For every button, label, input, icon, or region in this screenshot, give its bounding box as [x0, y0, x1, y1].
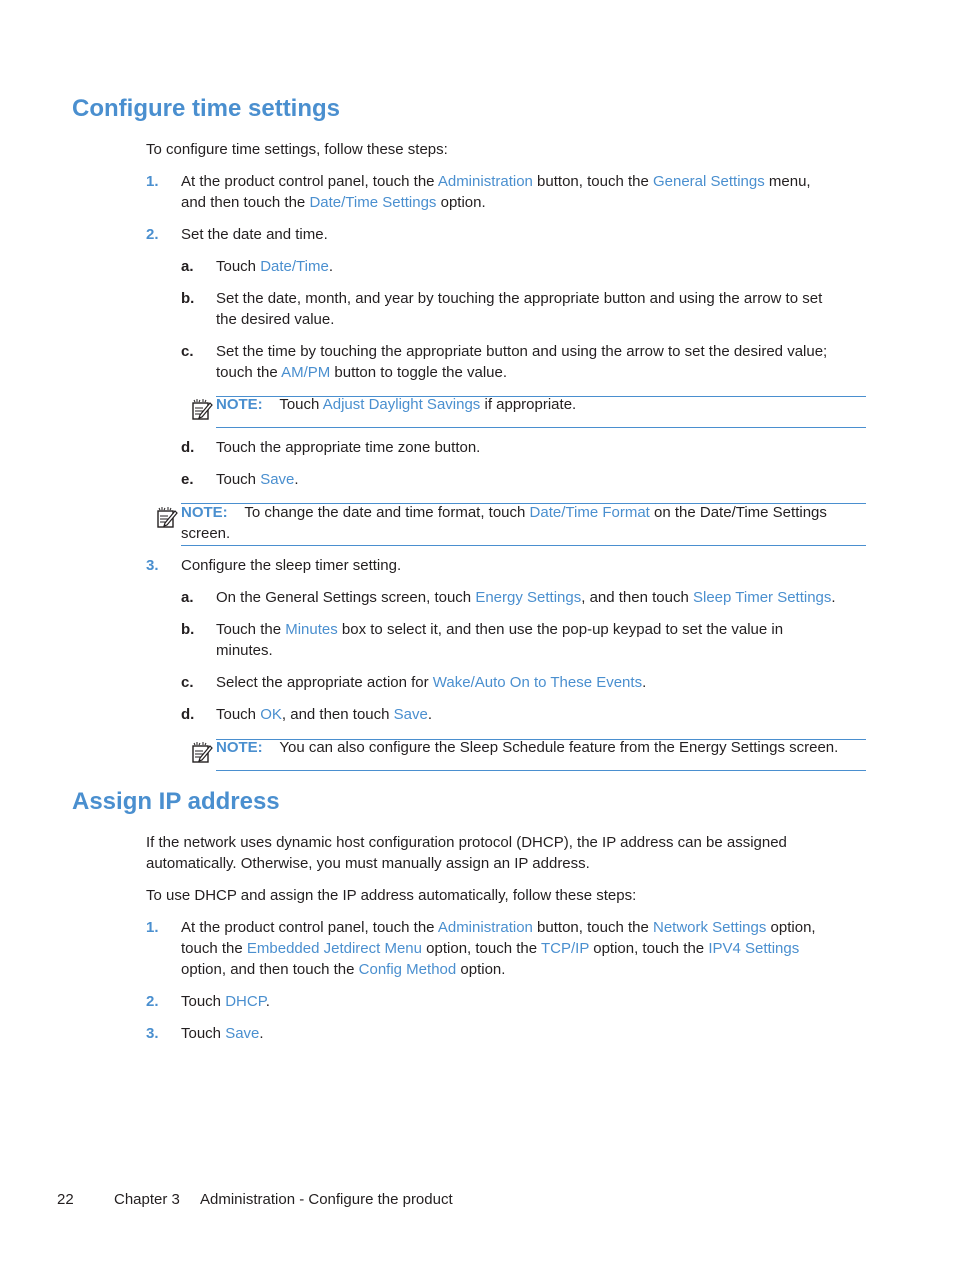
- ui-term: Config Method: [358, 961, 457, 978]
- substep-letter: c.: [181, 674, 194, 691]
- note-label: NOTE:: [216, 396, 263, 413]
- note-icon: [191, 398, 213, 420]
- substep-letter: d.: [181, 439, 195, 456]
- substep-text: Touch Date/Time.: [216, 258, 334, 275]
- ui-term: General Settings: [652, 173, 765, 190]
- substep-text: On the General Settings screen, touch Energy Settings, and then touch Sleep Timer Settings.: [216, 589, 836, 606]
- ui-term: DHCP: [225, 993, 266, 1010]
- ui-term: Minutes: [285, 621, 338, 638]
- step-text: Touch DHCP.: [181, 993, 270, 1010]
- paragraph: To use DHCP and assign the IP address automatically, follow these steps:: [146, 887, 637, 904]
- ui-term: Embedded Jetdirect Menu: [246, 940, 422, 957]
- substep-letter: c.: [181, 343, 194, 360]
- step-text: Set the date and time.: [181, 226, 328, 243]
- note-icon: [191, 741, 213, 763]
- section-title-configure-time: Configure time settings: [72, 95, 341, 122]
- intro-text: To configure time settings, follow these steps:: [146, 141, 448, 158]
- page-number: 22: [57, 1191, 74, 1208]
- ui-term: Date/Time: [260, 258, 329, 275]
- substep-text: Set the time by touching the appropriate button and using the arrow to set the desired value; touch the AM/PM button to toggle the value.: [216, 343, 828, 381]
- ui-term: AM/PM: [281, 364, 331, 381]
- substep-letter: a.: [181, 258, 194, 275]
- step-text: At the product control panel, touch the Administration button, touch the General Settings menu, and then touch the Date/Time Settings option.: [181, 173, 811, 211]
- step-number: 2.: [146, 993, 159, 1010]
- step-number: 2.: [146, 226, 159, 243]
- note-text: NOTE: You can also configure the Sleep Schedule feature from the Energy Settings screen.: [216, 739, 839, 756]
- note-text: NOTE: Touch Adjust Daylight Savings if appropriate.: [216, 396, 577, 413]
- ui-term: Administration: [437, 173, 533, 190]
- paragraph: If the network uses dynamic host configuration protocol (DHCP), the IP address can be assigned automatically. Otherwise, you must manually assign an IP address.: [146, 834, 787, 872]
- ui-term: Date/Time Format: [529, 504, 650, 521]
- substep-text: Set the date, month, and year by touching the appropriate button and using the arrow to set the desired value.: [216, 290, 823, 328]
- step-number: 1.: [146, 173, 159, 190]
- ui-term: Date/Time Settings: [309, 194, 437, 211]
- substep-text: Touch Save.: [216, 471, 299, 488]
- ui-term: Network Settings: [652, 919, 767, 936]
- note-text: NOTE: To change the date and time format, touch Date/Time Format on the Date/Time Settings screen.: [181, 504, 827, 542]
- note-icon: [156, 506, 178, 528]
- substep-text: Touch the Minutes box to select it, and then use the pop-up keypad to set the value in minutes.: [216, 621, 784, 659]
- substep-letter: e.: [181, 471, 194, 488]
- ui-term: Adjust Daylight Savings: [322, 396, 481, 413]
- ui-term: Wake/Auto On to These Events: [432, 674, 643, 691]
- substep-letter: b.: [181, 621, 195, 638]
- substep-text: Touch the appropriate time zone button.: [216, 439, 481, 456]
- ui-term: Administration: [437, 919, 533, 936]
- ui-term: Save: [260, 471, 295, 488]
- substep-letter: a.: [181, 589, 194, 606]
- chapter-label: Chapter 3: [114, 1191, 180, 1208]
- step-number: 1.: [146, 919, 159, 936]
- ui-term: OK: [260, 706, 282, 723]
- ui-term: Save: [393, 706, 428, 723]
- note-label: NOTE:: [216, 739, 263, 756]
- substep-letter: d.: [181, 706, 195, 723]
- ui-term: IPV4 Settings: [708, 940, 800, 957]
- substep-letter: b.: [181, 290, 195, 307]
- step-number: 3.: [146, 1025, 159, 1042]
- note-label: NOTE:: [181, 504, 228, 521]
- ui-term: Energy Settings: [475, 589, 582, 606]
- substep-text: Select the appropriate action for Wake/Auto On to These Events.: [216, 674, 647, 691]
- substep-text: Touch OK, and then touch Save.: [216, 706, 433, 723]
- step-text: At the product control panel, touch the Administration button, touch the Network Settings option, touch the Embedded Jetdirect Menu option, touch the TCP/IP option, touch the IPV4 Settings option, and then touch the Config Method option.: [181, 919, 816, 978]
- step-text: Touch Save.: [181, 1025, 264, 1042]
- section-title-assign-ip: Assign IP address: [72, 788, 280, 815]
- step-number: 3.: [146, 557, 159, 574]
- step-text: Configure the sleep timer setting.: [181, 557, 402, 574]
- chapter-title: Administration - Configure the product: [200, 1191, 453, 1208]
- ui-term: TCP/IP: [540, 940, 590, 957]
- ui-term: Save: [225, 1025, 260, 1042]
- ui-term: Sleep Timer Settings: [693, 589, 832, 606]
